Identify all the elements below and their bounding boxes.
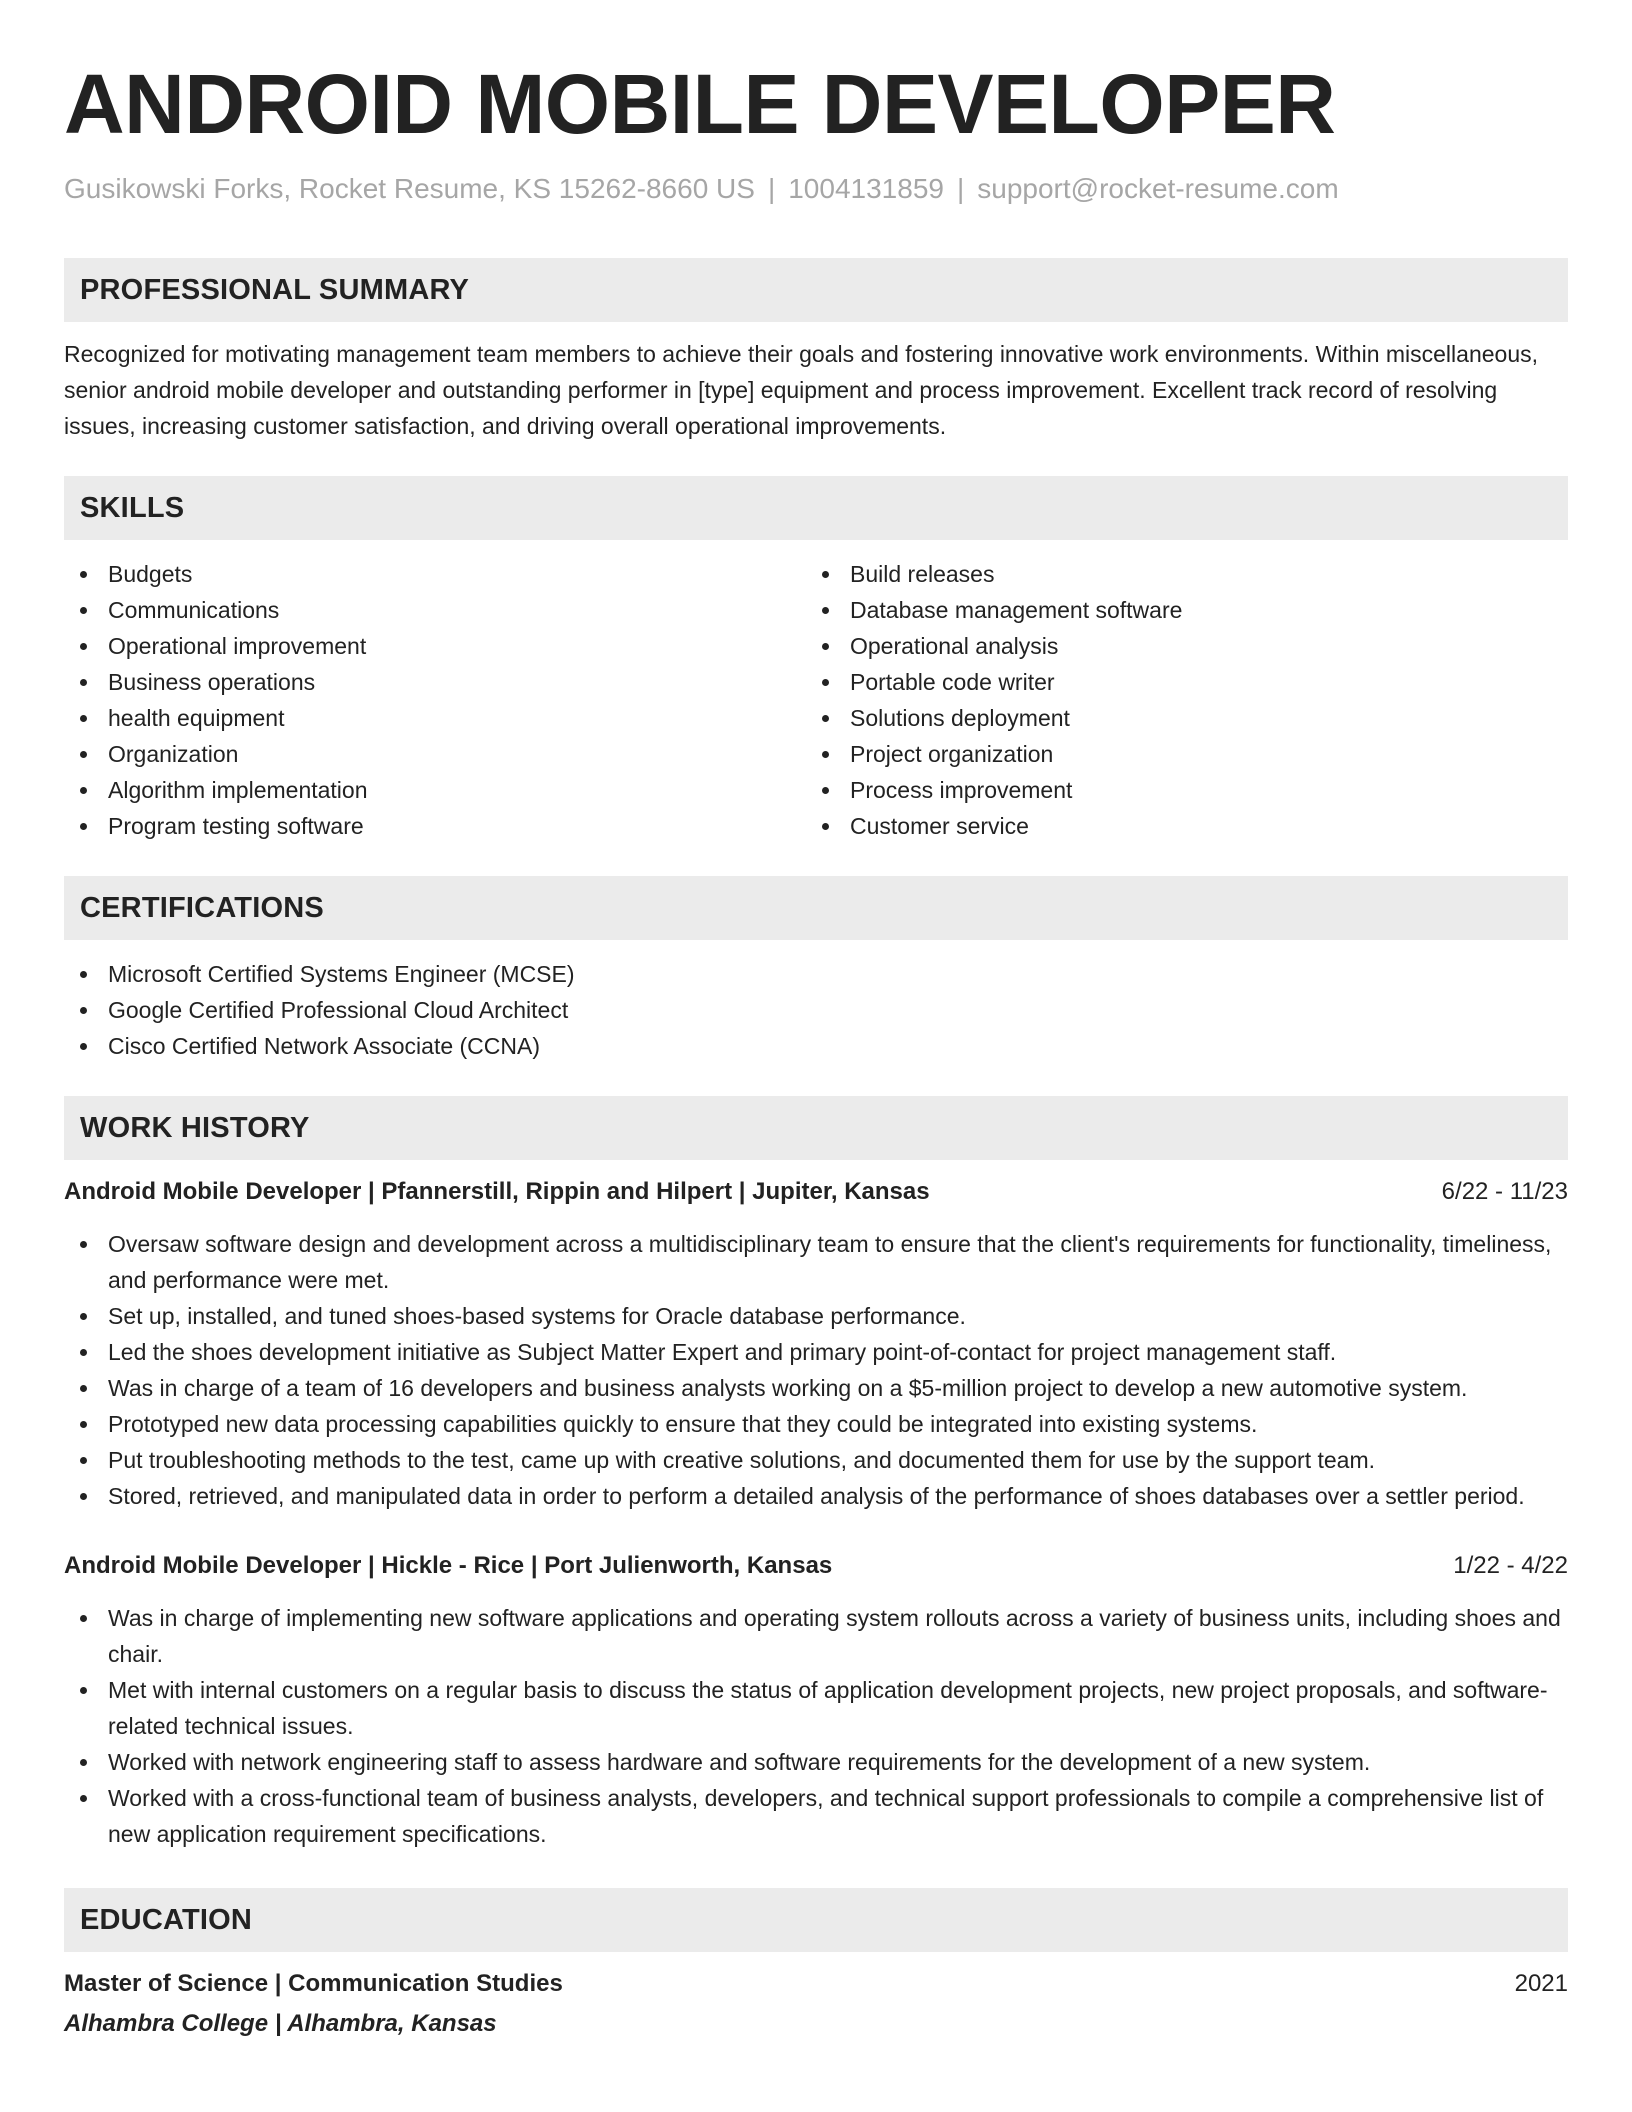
job-title: Android Mobile Developer | Hickle - Rice | Port Julienworth, Kansas xyxy=(64,1552,833,1579)
section-heading-education: EDUCATION xyxy=(64,1888,1568,1952)
certifications-list xyxy=(64,956,1568,1064)
job-title: Android Mobile Developer | Pfannerstill, Rippin and Hilpert | Jupiter, Kansas xyxy=(64,1178,930,1205)
job-header xyxy=(64,1548,1568,1584)
skills-list-left xyxy=(64,556,806,844)
job-bullet: Worked with a cross-functional team of business analysts, developers, and technical support professionals to compile a comprehensive list of new application requirement specifications. xyxy=(64,1780,1568,1852)
job-bullet: Prototyped new data processing capabilities quickly to ensure that they could be integrated into existing systems. xyxy=(64,1406,1568,1442)
job-bullet: Was in charge of a team of 16 developers and business analysts working on a $5-million project to develop a new automotive system. xyxy=(64,1370,1568,1406)
education-degree: Master of Science | Communication Studies xyxy=(64,1970,563,1997)
certification-item: Microsoft Certified Systems Engineer (MCSE) xyxy=(64,956,1568,992)
skill-item: Build releases xyxy=(806,556,1548,592)
skill-item: Project organization xyxy=(806,736,1548,772)
skill-item: Operational analysis xyxy=(806,628,1548,664)
certification-item: Google Certified Professional Cloud Architect xyxy=(64,992,1568,1028)
job-entry xyxy=(64,1174,1568,1514)
section-heading-certifications: CERTIFICATIONS xyxy=(64,876,1568,940)
skill-item: Customer service xyxy=(806,808,1548,844)
skill-item: Program testing software xyxy=(64,808,806,844)
job-bullet: Set up, installed, and tuned shoes-based systems for Oracle database performance. xyxy=(64,1298,1568,1334)
education-header xyxy=(64,1966,1568,2002)
contact-separator: | xyxy=(956,173,965,204)
skill-item: Operational improvement xyxy=(64,628,806,664)
certification-item: Cisco Certified Network Associate (CCNA) xyxy=(64,1028,1568,1064)
skill-item: Database management software xyxy=(806,592,1548,628)
skill-item: Solutions deployment xyxy=(806,700,1548,736)
skill-item: Portable code writer xyxy=(806,664,1548,700)
skill-item: Process improvement xyxy=(806,772,1548,808)
section-heading-summary: PROFESSIONAL SUMMARY xyxy=(64,258,1568,322)
job-bullet: Stored, retrieved, and manipulated data in order to perform a detailed analysis of the performance of shoes databases over a settler period. xyxy=(64,1478,1568,1514)
skill-item: Algorithm implementation xyxy=(64,772,806,808)
resume-title: ANDROID MOBILE DEVELOPER xyxy=(64,57,1336,151)
job-entry xyxy=(64,1548,1568,1852)
job-dates: 1/22 - 4/22 xyxy=(1453,1552,1568,1579)
contact-address: Gusikowski Forks, Rocket Resume, KS 15262-8660 US xyxy=(64,173,755,204)
section-heading-skills: SKILLS xyxy=(64,476,1568,540)
skill-item: Business operations xyxy=(64,664,806,700)
job-bullet: Worked with network engineering staff to assess hardware and software requirements for the development of a new system. xyxy=(64,1744,1568,1780)
skills-grid xyxy=(64,556,1568,844)
job-bullet: Led the shoes development initiative as Subject Matter Expert and primary point-of-contact for project management staff. xyxy=(64,1334,1568,1370)
contact-separator: | xyxy=(767,173,776,204)
skills-list-right xyxy=(806,556,1548,844)
contact-line xyxy=(64,172,1568,206)
job-bullet: Was in charge of implementing new software applications and operating system rollouts across a variety of business units, including shoes and chair. xyxy=(64,1600,1568,1672)
section-heading-work-history: WORK HISTORY xyxy=(64,1096,1568,1160)
job-bullet: Oversaw software design and development across a multidisciplinary team to ensure that the client's requirements for functionality, timeliness, and performance were met. xyxy=(64,1226,1568,1298)
skill-item: Organization xyxy=(64,736,806,772)
job-dates: 6/22 - 11/23 xyxy=(1441,1178,1568,1205)
contact-phone: 1004131859 xyxy=(788,173,944,204)
job-header xyxy=(64,1174,1568,1210)
education-entry xyxy=(64,1966,1568,2042)
education-school: Alhambra College | Alhambra, Kansas xyxy=(64,2010,497,2037)
skill-item: health equipment xyxy=(64,700,806,736)
skill-item: Communications xyxy=(64,592,806,628)
job-bullet: Met with internal customers on a regular basis to discuss the status of application development projects, new project proposals, and software-related technical issues. xyxy=(64,1672,1568,1744)
job-bullet: Put troubleshooting methods to the test, came up with creative solutions, and documented them for use by the support team. xyxy=(64,1442,1568,1478)
skill-item: Budgets xyxy=(64,556,806,592)
contact-email[interactable]: support@rocket-resume.com xyxy=(977,173,1339,204)
section-spacer xyxy=(64,1852,1568,1888)
summary-text: Recognized for motivating management team members to achieve their goals and fostering innovative work environments. Within miscellaneous, senior android mobile developer and outstanding performer in [type] equipment and process improvement. Excellent track record of resolving issues, increasing customer satisfaction, and driving overall operational improvements. xyxy=(64,341,1538,439)
job-bullet-list xyxy=(64,1226,1568,1514)
job-bullet-list xyxy=(64,1600,1568,1852)
education-year: 2021 xyxy=(1514,1970,1568,1997)
